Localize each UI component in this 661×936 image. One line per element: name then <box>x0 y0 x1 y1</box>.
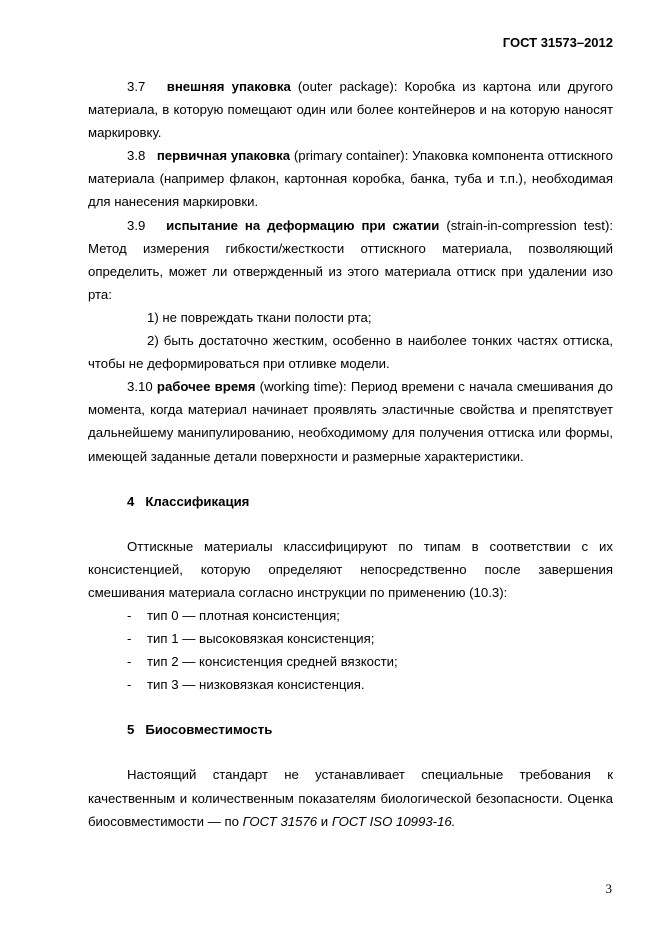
page-number: 3 <box>605 881 612 896</box>
dash-marker: - <box>127 654 132 670</box>
clause-term: рабочее время <box>156 379 256 395</box>
spacer <box>88 513 613 535</box>
dash-marker: - <box>127 607 132 623</box>
section-4-heading <box>88 490 613 513</box>
type-label: тип 2 — консистенция средней вязкости; <box>147 654 398 670</box>
clause-term: первичная упаковка <box>156 148 291 164</box>
type-list-item <box>88 673 613 696</box>
document-id-header: ГОСТ 31573–2012 <box>502 35 613 50</box>
type-label: тип 1 — высоковязкая консистенция; <box>147 631 375 647</box>
section-5-heading <box>88 718 613 741</box>
clause-number: 3.8 <box>127 148 146 164</box>
clause-3-9 <box>88 214 613 306</box>
section-title: Классификация <box>145 493 250 509</box>
spacer <box>88 468 613 490</box>
clause-number: 3.9 <box>127 217 146 233</box>
document-body <box>88 75 613 833</box>
dash-marker: - <box>127 631 132 647</box>
type-list-item <box>88 627 613 650</box>
clause-number: 3.7 <box>127 79 146 94</box>
conjunction: и <box>317 813 332 829</box>
list-item: 2) быть достаточно жестким, особенно в наиболее тонких частях оттиска, чтобы не деформироваться при отливке модели. <box>88 333 613 372</box>
list-item: 1) не повреждать ткани полости рта; <box>147 309 372 325</box>
section-number: 5 <box>127 722 135 738</box>
standard-reference: ГОСТ 31576 <box>242 813 318 829</box>
clause-term: испытание на деформацию при сжатии <box>166 217 440 233</box>
standard-reference: ГОСТ ISO 10993-16. <box>331 813 456 829</box>
type-label: тип 0 — плотная консистенция; <box>147 607 340 623</box>
clause-text: (primary container): Упаковка компонента оттискного материала (например флакон, картонная коробка, банка, туба и т.п.), необходимая для нанесения маркировки. <box>88 148 613 210</box>
clause-number: 3.10 <box>127 379 153 395</box>
section-4-paragraph: Оттискные материалы классифицируют по типам в соответствии с их консистенцией, которую определяют непосредственно после завершения смешивания материала согласно инструкции по применению (10.3): <box>88 538 613 600</box>
type-list-item <box>88 604 613 627</box>
clause-3-10 <box>88 375 613 467</box>
clause-text: (working time): Период времени с начала смешивания до момента, когда материал начинает проявлять эластичные свойства и препятствует дальнейшему манипулированию, необходимому для получения оттиска или формы, имеющей заданные детали поверхности и размерные характеристики. <box>88 379 614 464</box>
clause-text: (strain-in-compression test): Метод измерения гибкости/жесткости оттискного материала, позволяющий определить, может ли отвержденный из этого материала оттиск при удалении изо рта: <box>88 217 613 302</box>
spacer <box>88 741 613 763</box>
type-label: тип 3 — низковязкая консистенция. <box>147 677 365 693</box>
paragraph-text: Настоящий стандарт не устанавливает специальные требования к качественным и количественным показателям биологической безопасности. Оценка биосовместимости — по <box>88 767 613 829</box>
clause-term: внешняя упаковка <box>166 79 291 94</box>
clause-3-7 <box>88 75 613 144</box>
section-5-paragraph <box>88 763 613 832</box>
clause-text: (outer package): Коробка из картона или другого материала, в которую помещают один или более контейнеров и на которую наносят маркировку. <box>88 79 613 141</box>
section-title: Биосовместимость <box>145 722 273 738</box>
spacer <box>88 696 613 718</box>
clause-3-8 <box>88 144 613 213</box>
type-list-item <box>88 650 613 673</box>
section-number: 4 <box>127 493 135 509</box>
dash-marker: - <box>127 677 132 693</box>
